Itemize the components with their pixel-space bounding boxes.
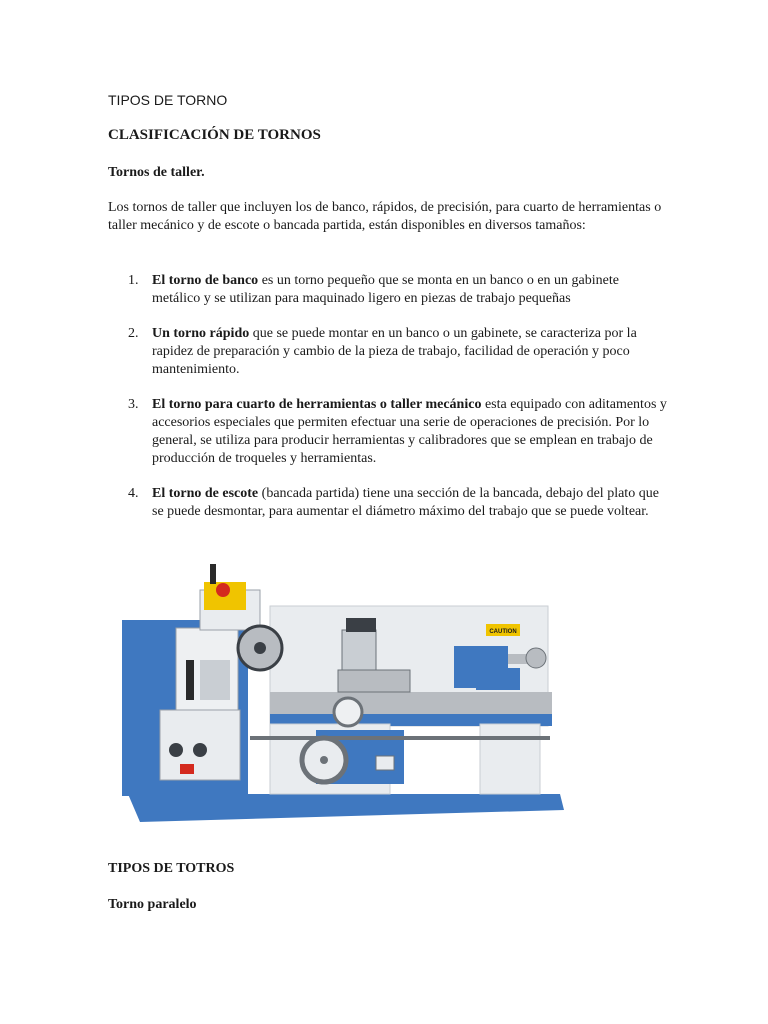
knob-icon xyxy=(169,743,183,757)
list-item-text: esta equipado con aditamentos y accesorios especiales que permiten efectuar una serie de operaciones de precisión. Por lo general, se utiliza para producir herramientas y calibradores que se emplean en trabajo de producción de troqueles y herramientas. xyxy=(152,397,667,466)
list-item xyxy=(108,396,668,468)
list-item-number: 3. xyxy=(128,397,139,412)
heading-tipos: TIPOS DE TOTROS xyxy=(108,861,235,876)
list-item-text: que se puede montar en un banco o un gabinete, se caracteriza por la rapidez de preparación y cambio de la pieza de trabajo, facilidad de operación y poco mantenimiento. xyxy=(152,326,637,377)
list-item-number: 2. xyxy=(128,326,139,341)
list-item-term: El torno de escote xyxy=(152,486,259,501)
cross-slide xyxy=(338,670,410,692)
tail-stand xyxy=(480,724,540,794)
knob-icon xyxy=(193,743,207,757)
dial-icon xyxy=(376,756,394,770)
caution-label: CAUTION xyxy=(489,629,517,635)
list-item xyxy=(108,485,668,521)
base-plate xyxy=(128,794,564,822)
lathe-type-list xyxy=(108,272,668,538)
compound-handwheel-icon xyxy=(334,698,362,726)
lead-screw xyxy=(250,736,550,740)
subheading-taller: Tornos de taller. xyxy=(108,165,205,180)
lever-icon xyxy=(210,564,216,584)
list-item-text: (bancada partida) tiene una sección de la bancada, debajo del plato que se puede desmontar, para aumentar el diámetro máximo del trabajo que se puede voltear. xyxy=(152,486,659,519)
heading-classification: CLASIFICACIÓN DE TORNOS xyxy=(108,127,321,143)
lathe-image xyxy=(120,560,566,830)
list-item-number: 1. xyxy=(128,273,139,288)
chart-rows xyxy=(186,660,194,700)
list-item-text: es un torno pequeño que se monta en un banco o en un gabinete metálico y se utilizan para maquinado ligero en piezas de trabajo pequeñas xyxy=(152,273,619,306)
lathe-illustration xyxy=(120,560,566,830)
tool-holder xyxy=(346,618,376,632)
list-item-number: 4. xyxy=(128,486,139,501)
subheading-paralelo: Torno paralelo xyxy=(108,897,197,912)
intro-paragraph: Los tornos de taller que incluyen los de banco, rápidos, de precisión, para cuarto de herramientas o taller mecánico y de escote o bancada partida, están disponibles en diversos tamaños: xyxy=(108,200,662,233)
spindle-center xyxy=(254,642,266,654)
emergency-stop-icon xyxy=(216,583,230,597)
list-item xyxy=(108,325,668,379)
list-item-term: El torno para cuarto de herramientas o taller mecánico xyxy=(152,397,482,412)
red-switch xyxy=(180,764,194,774)
document-title: TIPOS DE TORNO xyxy=(108,92,228,108)
handwheel-hub xyxy=(320,756,328,764)
tailstock-wheel-icon xyxy=(526,648,546,668)
list-item-term: El torno de banco xyxy=(152,273,259,288)
list-item-term: Un torno rápido xyxy=(152,326,250,341)
tool-post xyxy=(342,630,376,670)
chart-table xyxy=(200,660,230,700)
list-item xyxy=(108,272,668,308)
tailstock-base xyxy=(476,668,520,690)
